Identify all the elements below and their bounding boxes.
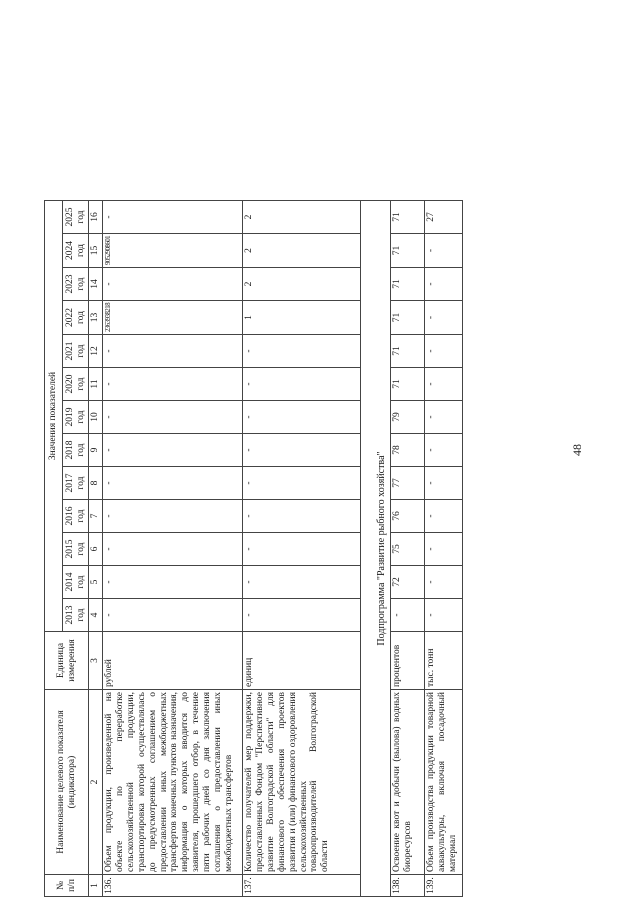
column-number: 13 <box>89 300 103 334</box>
value-cell: 71 <box>390 368 424 401</box>
value-cell: - <box>102 401 242 434</box>
value-cell: 27 <box>424 200 462 233</box>
column-number: 3 <box>89 632 103 690</box>
header-year-2014: 2014 год <box>63 566 89 599</box>
value-cell: 76 <box>390 500 424 533</box>
header-year-2013: 2013 год <box>63 599 89 632</box>
value-cell: - <box>242 434 360 467</box>
value-cell: - <box>102 267 242 300</box>
value-cell: - <box>242 500 360 533</box>
value-cell: - <box>242 368 360 401</box>
table-row <box>242 200 360 896</box>
column-number: 6 <box>89 533 103 566</box>
header-year-2024: 2024 год <box>63 233 89 267</box>
value-cell: - <box>102 368 242 401</box>
value-cell: - <box>242 599 360 632</box>
indicator-name: Объем производства продукции товарной аквакультуры, включая посадочный материал <box>424 690 462 875</box>
header-no: № п/п <box>45 875 89 897</box>
value-cell: - <box>102 566 242 599</box>
header-year-2017: 2017 год <box>63 467 89 500</box>
unit: тыс. тонн <box>424 632 462 690</box>
page-number: 48 <box>570 444 584 456</box>
value-cell: - <box>242 467 360 500</box>
value-cell: - <box>102 533 242 566</box>
column-number: 1 <box>89 875 103 897</box>
value-cell: - <box>424 434 462 467</box>
value-cell: - <box>242 533 360 566</box>
row-number: 139. <box>424 875 462 897</box>
value-cell: - <box>424 533 462 566</box>
column-number: 2 <box>89 690 103 875</box>
column-number: 11 <box>89 368 103 401</box>
indicators-table <box>44 200 463 897</box>
value-cell: 72 <box>390 566 424 599</box>
unit: рублей <box>102 632 242 690</box>
subprogram-title: Подпрограмма "Развитие рыбного хозяйства" <box>360 200 390 896</box>
value-cell: - <box>424 300 462 334</box>
value-cell: 77 <box>390 467 424 500</box>
value-cell: - <box>424 500 462 533</box>
header-year-2023: 2023 год <box>63 267 89 300</box>
value-cell: 71 <box>390 335 424 368</box>
value-cell: 2 <box>242 233 360 267</box>
value-cell: - <box>102 500 242 533</box>
value-cell: - <box>424 467 462 500</box>
value-cell: 78 <box>390 434 424 467</box>
value-cell: - <box>424 599 462 632</box>
value-cell: - <box>242 335 360 368</box>
header-name: Наименование целевого показателя (индикатора) <box>45 690 89 875</box>
header-year-2016: 2016 год <box>63 500 89 533</box>
column-number: 9 <box>89 434 103 467</box>
table-row <box>102 200 242 896</box>
row-number: 136. <box>102 875 242 897</box>
indicator-name: Освоение квот и добычи (вылова) водных биоресурсов <box>390 690 424 875</box>
header-column-numbers-row <box>89 200 103 896</box>
value-cell: - <box>102 335 242 368</box>
header-year-2025: 2025 год <box>63 200 89 233</box>
unit: единиц <box>242 632 360 690</box>
value-cell: - <box>424 267 462 300</box>
value-cell: - <box>424 368 462 401</box>
value-cell: 71 <box>390 200 424 233</box>
header-year-2019: 2019 год <box>63 401 89 434</box>
value-cell: - <box>424 401 462 434</box>
table-row <box>390 200 424 896</box>
table-row <box>424 200 462 896</box>
value-cell: 71 <box>390 300 424 334</box>
row-number: 138. <box>390 875 424 897</box>
column-number: 4 <box>89 599 103 632</box>
header-values: Значения показателей <box>45 200 63 631</box>
header-year-2022: 2022 год <box>63 300 89 334</box>
value-cell: 71 <box>390 267 424 300</box>
indicator-name: Количество получателей мер поддержки, предоставленных Фондом "Перспективное развитие Волгоградской области" для финансового обеспечения проектов развития и (или) финансового оздоровления сельскохозяйственных товаропроизводителей Волгоградской области <box>242 690 360 875</box>
value-cell: - <box>102 599 242 632</box>
column-number: 10 <box>89 401 103 434</box>
column-number: 12 <box>89 335 103 368</box>
header-year-2018: 2018 год <box>63 434 89 467</box>
header-year-2020: 2020 год <box>63 368 89 401</box>
value-cell: - <box>102 434 242 467</box>
value-cell: - <box>424 233 462 267</box>
column-number: 14 <box>89 267 103 300</box>
column-number: 16 <box>89 200 103 233</box>
value-cell: - <box>424 566 462 599</box>
value-cell: 9052908601 <box>102 233 242 267</box>
column-number: 15 <box>89 233 103 267</box>
value-cell: - <box>424 335 462 368</box>
value-cell: 1 <box>242 300 360 334</box>
header-year-2021: 2021 год <box>63 335 89 368</box>
value-cell: - <box>242 566 360 599</box>
unit: процентов <box>390 632 424 690</box>
header-unit: Единица измерения <box>45 632 89 690</box>
value-cell: - <box>242 401 360 434</box>
column-number: 5 <box>89 566 103 599</box>
value-cell: 79 <box>390 401 424 434</box>
row-number: 137. <box>242 875 360 897</box>
value-cell: - <box>390 599 424 632</box>
value-cell: 71 <box>390 233 424 267</box>
header-year-2015: 2015 год <box>63 533 89 566</box>
value-cell: 2 <box>242 267 360 300</box>
value-cell: 75 <box>390 533 424 566</box>
indicator-name: Объем продукции, произведенной на объекте по переработке сельскохозяйственной продукции, транспортировка которой осуществлялась до предусмотренных соглашением о предоставлении иных межбюджетных трансфертов конечных пунктов назначения, информация о которых вводится до заявителя, прошедшего отбор, в течение пяти рабочих дней со дня заключения соглашения о предоставлении иных межбюджетных трансфертов <box>102 690 242 875</box>
value-cell: 2 <box>242 200 360 233</box>
column-number: 7 <box>89 500 103 533</box>
value-cell: - <box>102 200 242 233</box>
value-cell: - <box>102 467 242 500</box>
column-number: 8 <box>89 467 103 500</box>
value-cell: 2363938218 <box>102 300 242 334</box>
